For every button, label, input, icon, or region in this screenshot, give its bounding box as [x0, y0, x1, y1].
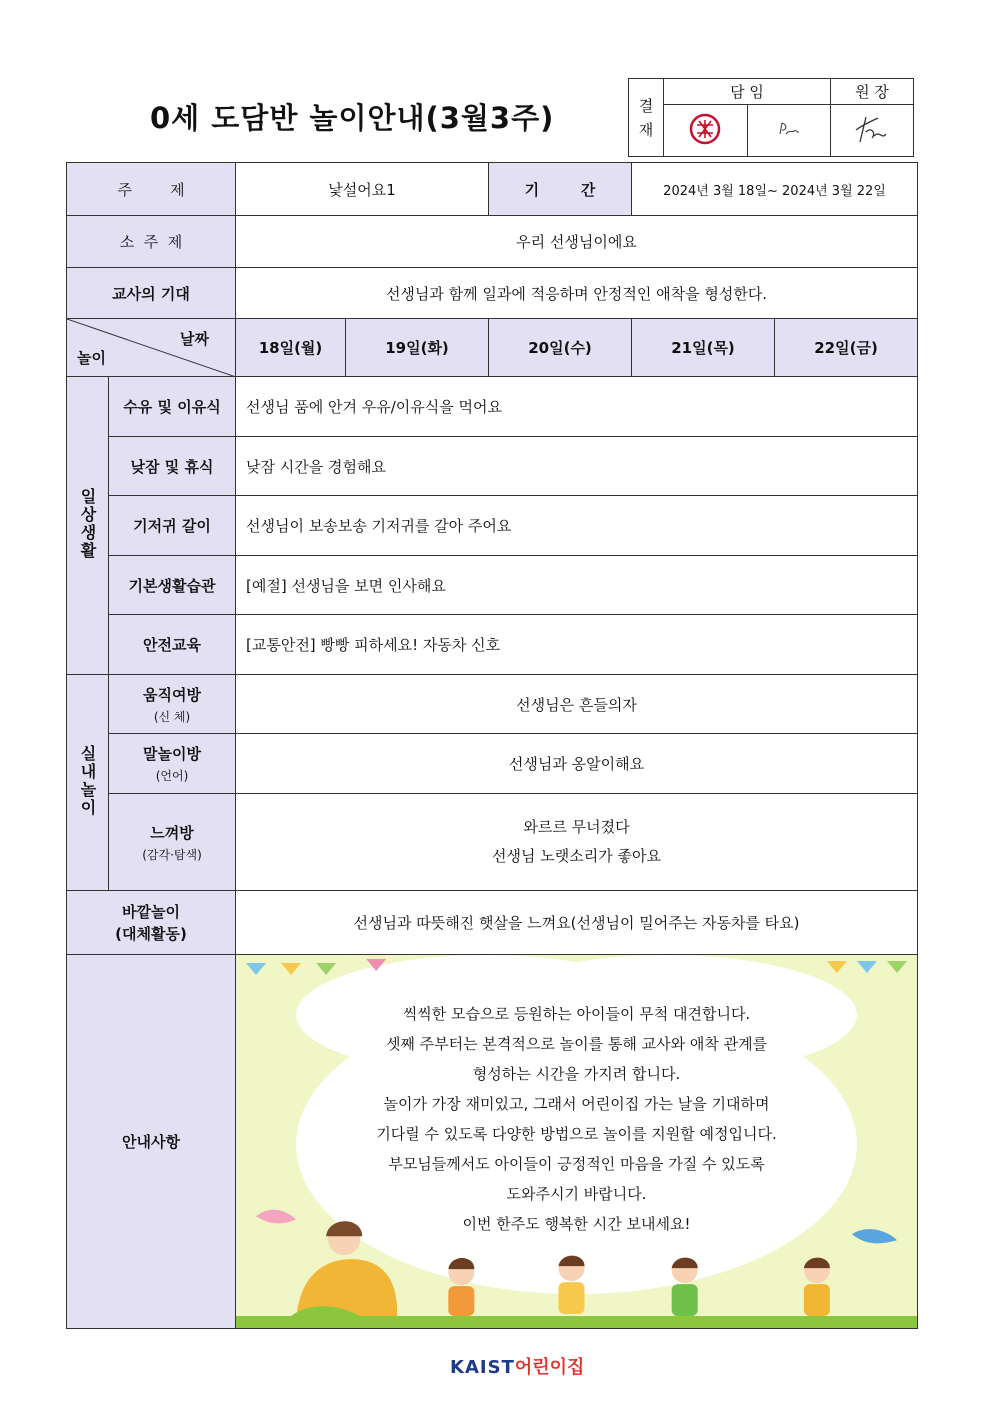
- notice-line: 기다릴 수 있도록 다양한 방법으로 놀이를 지원할 예정입니다.: [376, 1125, 777, 1143]
- indoor-row-label: [109, 675, 236, 734]
- subtheme-label: 소 주 제: [67, 216, 236, 268]
- period-label: 기 간: [489, 163, 632, 216]
- kaist-daycare-logo: [450, 1353, 584, 1379]
- page-title: 0세 도담반 놀이안내(3월3주): [150, 101, 555, 135]
- director-signature-icon: [852, 112, 892, 146]
- daily-life-label: 일상생활: [78, 487, 97, 560]
- approval-label-top: 결: [638, 96, 654, 115]
- day-header: 19일(화): [346, 319, 489, 377]
- red-seal-icon: [688, 112, 722, 146]
- indoor-value-line: 선생님 노랫소리가 좋아요: [492, 847, 661, 865]
- notice-line: 형성하는 시간을 가지려 합니다.: [472, 1065, 681, 1083]
- indoor-row-value: 선생님과 옹알이해요: [236, 734, 918, 794]
- indoor-room-sub: (언어): [155, 769, 189, 783]
- outdoor-label-line1: 바깥놀이: [122, 902, 180, 921]
- notice-line: 부모님들께서도 아이들이 긍정적인 마음을 가질 수 있도록: [388, 1155, 765, 1173]
- indoor-room-sub: (신 체): [153, 709, 191, 724]
- daily-row-label: 기저귀 갈이: [109, 496, 236, 556]
- day-header: 20일(수): [489, 319, 632, 377]
- indoor-room-name: 느껴방: [150, 823, 194, 842]
- teacher-signature-icon: [774, 119, 804, 139]
- expect-label: 교사의 기대: [67, 268, 236, 319]
- notice-line: 도와주시기 바랍니다.: [506, 1185, 647, 1203]
- daily-row-label: 기본생활습관: [109, 556, 236, 615]
- outdoor-label: [67, 891, 236, 955]
- play-label: 놀이: [77, 349, 106, 367]
- approval-stamp-3: [831, 105, 914, 157]
- indoor-row-value: [236, 794, 918, 891]
- indoor-room-name: 움직여방: [143, 685, 201, 704]
- approval-label: [629, 79, 664, 157]
- approval-box: [628, 78, 914, 157]
- period-value: 2024년 3월 18일~ 2024년 3월 22일: [632, 163, 918, 216]
- approval-teacher-header: 담 임: [664, 79, 831, 105]
- indoor-row-value: 선생님은 흔들의자: [236, 675, 918, 734]
- notice-line: 이번 한주도 행복한 시간 보내세요!: [462, 1215, 691, 1233]
- indoor-row-label: [109, 734, 236, 794]
- approval-director-header: 원 장: [831, 79, 914, 105]
- indoor-play-label: 실내놀이: [78, 744, 97, 817]
- expect-value: 선생님과 함께 일과에 적응하며 안정적인 애착을 형성한다.: [236, 268, 918, 319]
- indoor-value-line: 와르르 무너졌다: [523, 818, 630, 836]
- daily-row-label: 낮잠 및 휴식: [109, 437, 236, 496]
- daily-row-value: 선생님이 보송보송 기저귀를 갈아 주어요: [236, 496, 918, 556]
- notice-line: 놀이가 가장 재미있고, 그래서 어린이집 가는 날을 기대하며: [383, 1095, 770, 1113]
- notice-line: 셋째 주부터는 본격적으로 놀이를 통해 교사와 애착 관계를: [385, 1035, 768, 1053]
- daily-life-group: [67, 377, 109, 675]
- day-header: 22일(금): [775, 319, 918, 377]
- notice-text-block: [236, 955, 917, 1239]
- outdoor-label-line2: (대체활동): [115, 924, 187, 943]
- diagonal-header: [67, 319, 236, 377]
- logo-daycare-text: 어린이집: [514, 1357, 585, 1378]
- daily-row-value: [예절] 선생님을 보면 인사해요: [236, 556, 918, 615]
- daily-row-value: [교통안전] 빵빵 피하세요! 자동차 신호: [236, 615, 918, 675]
- daily-row-label: 안전교육: [109, 615, 236, 675]
- date-label: 날짜: [180, 330, 209, 348]
- daily-row-value: 선생님 품에 안겨 우유/이유식을 먹어요: [236, 377, 918, 437]
- daily-row-label: 수유 및 이유식: [109, 377, 236, 437]
- subtheme-value: 우리 선생님이에요: [236, 216, 918, 268]
- approval-label-bottom: 재: [638, 120, 654, 139]
- indoor-row-label: [109, 794, 236, 891]
- notice-label: 안내사항: [67, 955, 236, 1329]
- theme-value: 낯설어요1: [236, 163, 489, 216]
- plan-table: [66, 162, 918, 1329]
- daily-row-value: 낮잠 시간을 경험해요: [236, 437, 918, 496]
- theme-label: 주 제: [67, 163, 236, 216]
- indoor-room-name: 말놀이방: [143, 745, 201, 763]
- day-header: 21일(목): [632, 319, 775, 377]
- notice-line: 씩씩한 모습으로 등원하는 아이들이 무척 대견합니다.: [402, 1005, 751, 1023]
- approval-stamp-1: [664, 105, 748, 157]
- logo-kaist-text: KAIST: [450, 1357, 515, 1378]
- day-header: 18일(월): [236, 319, 346, 377]
- indoor-play-group: [67, 675, 109, 891]
- outdoor-value: 선생님과 따뜻해진 햇살을 느껴요(선생님이 밀어주는 자동차를 타요): [236, 891, 918, 955]
- indoor-room-sub: (감각·탐색): [142, 847, 202, 862]
- approval-stamp-2: [747, 105, 831, 157]
- notice-content: [236, 955, 918, 1329]
